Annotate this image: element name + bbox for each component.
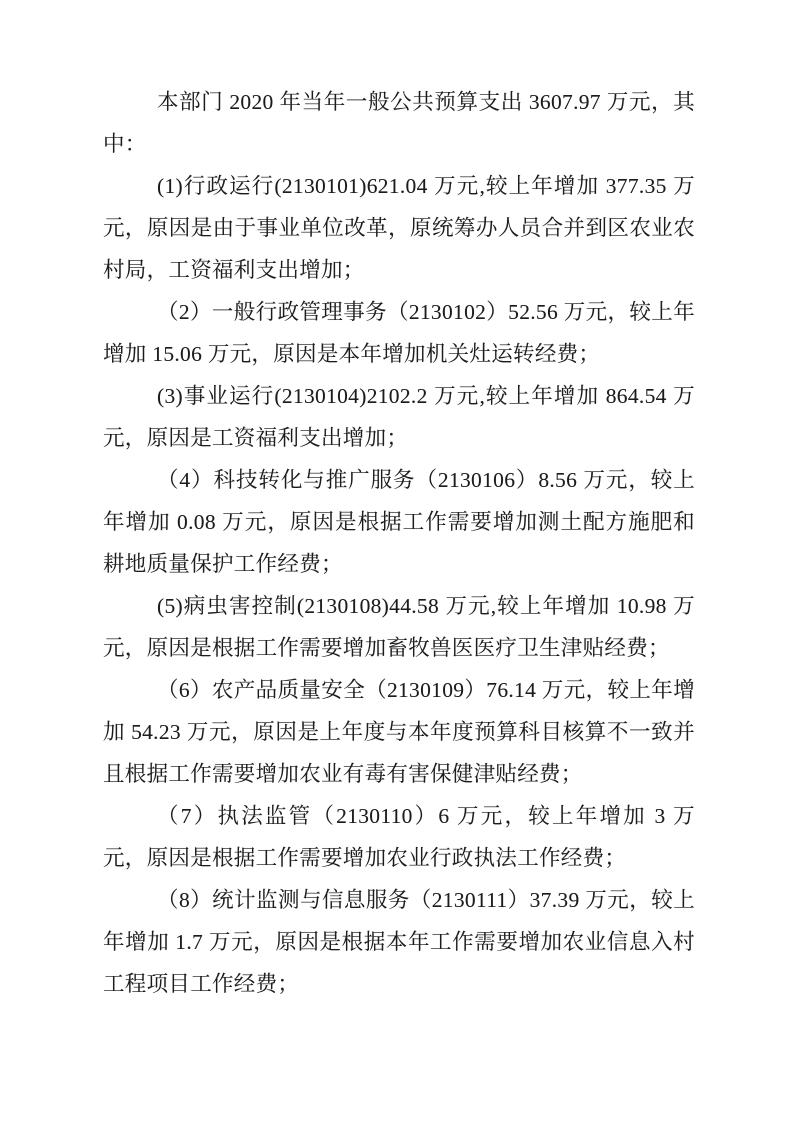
paragraph-item-3-institution-operation: (3)事业运行(2130104)2102.2 万元,较上年增加 864.54 万元，原因是工资福利支出增加； bbox=[103, 384, 695, 450]
document-body bbox=[103, 81, 695, 1005]
paragraph-item-6-agri-product-quality-safety: （6）农产品质量安全（2130109）76.14 万元，较上年增加 54.23 万元，原因是上年度与本年度预算科目核算不一致并且根据工作需要增加农业有毒有害保健津贴经费； bbox=[103, 678, 695, 786]
paragraph-item-1-administrative-operation: (1)行政运行(2130101)621.04 万元,较上年增加 377.35 万元，原因是由于事业单位改革，原统筹办人员合并到区农业农村局，工资福利支出增加； bbox=[103, 174, 695, 282]
paragraph-item-2-general-admin-affairs: （2）一般行政管理事务（2130102）52.56 万元，较上年增加 15.06 万元，原因是本年增加机关灶运转经费； bbox=[103, 300, 695, 366]
paragraph-item-5-pest-control: (5)病虫害控制(2130108)44.58 万元,较上年增加 10.98 万元，原因是根据工作需要增加畜牧兽医医疗卫生津贴经费； bbox=[103, 594, 695, 660]
paragraph-item-4-tech-transfer-service: （4）科技转化与推广服务（2130106）8.56 万元，较上年增加 0.08 万元，原因是根据工作需要增加测土配方施肥和耕地质量保护工作经费； bbox=[103, 468, 695, 576]
paragraph-intro: 本部门 2020 年当年一般公共预算支出 3607.97 万元，其中： bbox=[103, 90, 695, 156]
paragraph-item-8-statistics-info-service: （8）统计监测与信息服务（2130111）37.39 万元，较上年增加 1.7 万元，原因是根据本年工作需要增加农业信息入村工程项目工作经费； bbox=[103, 888, 695, 996]
paragraph-item-7-law-enforcement-supervision: （7）执法监管（2130110）6 万元，较上年增加 3 万元，原因是根据工作需要增加农业行政执法工作经费； bbox=[103, 804, 695, 870]
